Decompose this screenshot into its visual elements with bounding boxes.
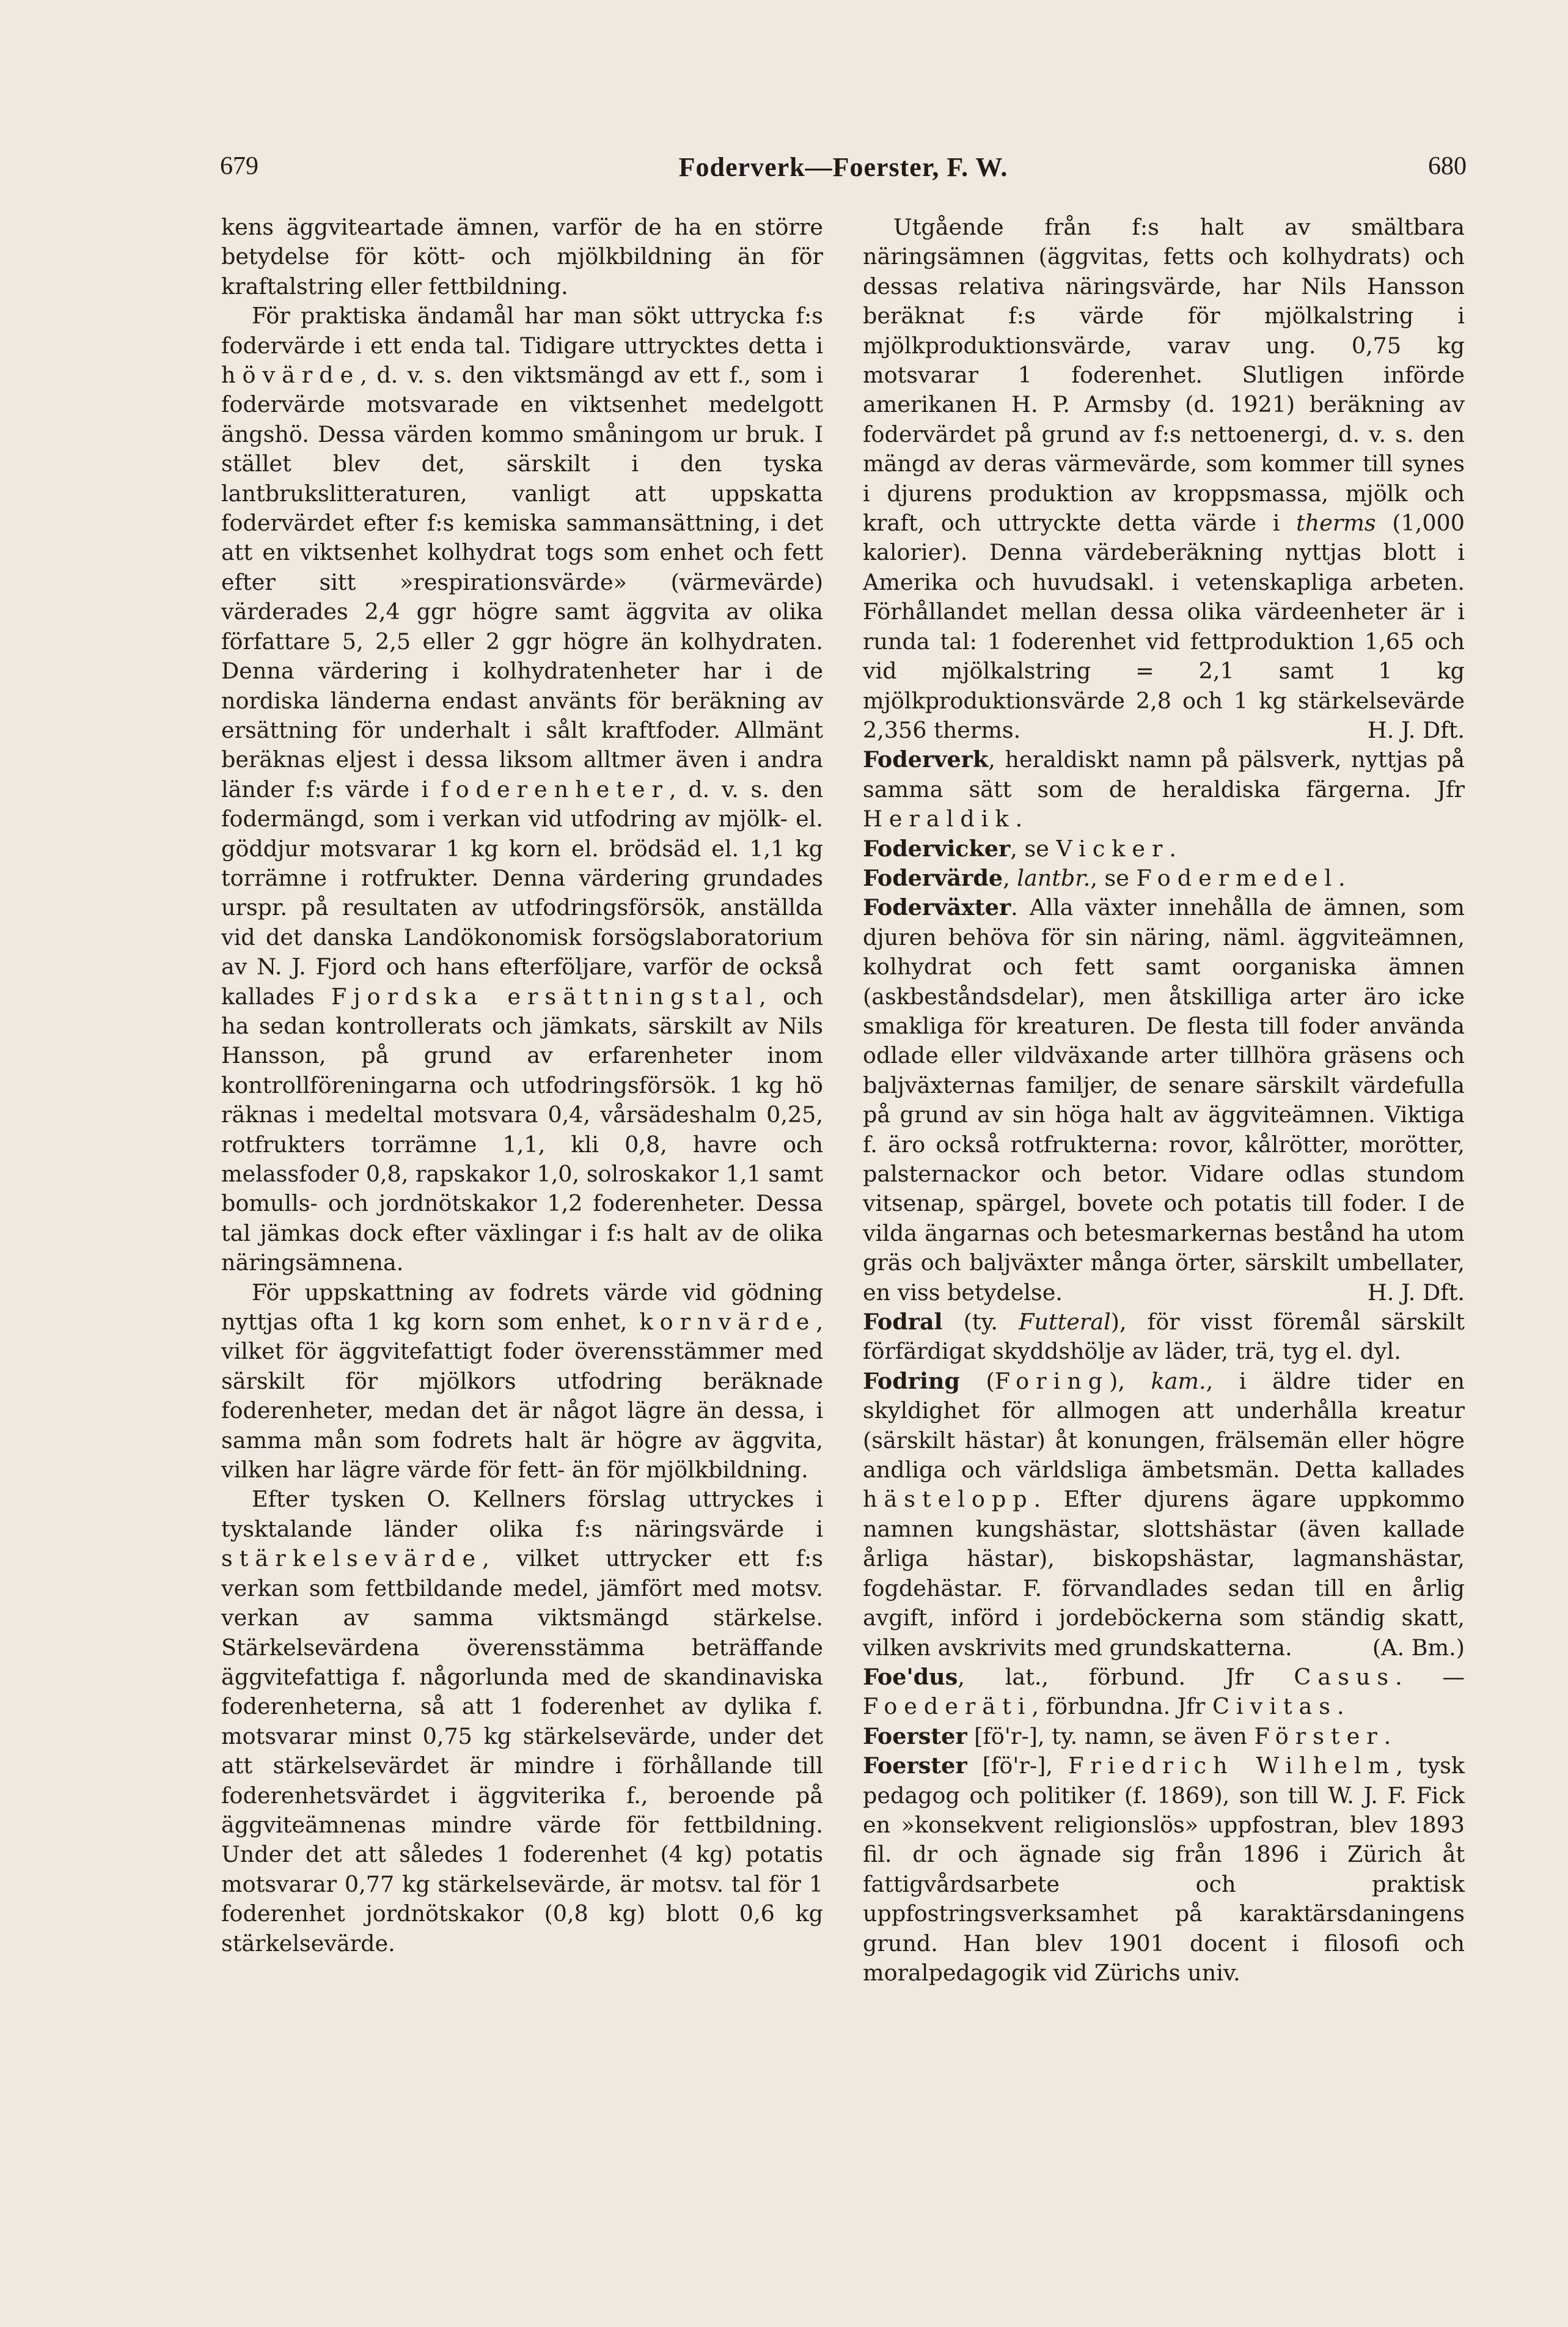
page-header bbox=[220, 152, 1467, 194]
entry-fodervaxter: Foderväxter. Alla växter innehålla de ämnen, som djuren behöva för sin näring, näml. äggviteämnen, kolhydrat och fett samt oorganiska ämnen (askbeståndsdelar), men åtskilliga arter äro icke smakliga för kreaturen. De flesta till foder använda odlade eller vildväxande arter tillhöra gräsens och baljväxternas familjer, de senare särskilt värdefulla på grund av sin höga halt av äggviteämnen. Viktiga f. äro också rotfrukterna: rovor, kålrötter, morötter, palsternackor och betor. Vidare odlas stundom vitsenap, spärgel, bovete och potatis till foder. I de vilda ängarnas och betesmarkernas bestånd ha utom gräs och baljväxter många örter, särskilt umbellater, en viss betydelse. H. J. Dft. bbox=[863, 893, 1465, 1307]
entry-fodring: Fodring (Foring), kam., i äldre tider en skyldighet för allmogen att underhålla kreatur (särskilt hästar) åt konungen, frälsemän eller högre andliga och världsliga ämbetsmän. Detta kallades hästelopp. Efter djurens ägare uppkommo namnen kungshästar, slottshästar (även kallade årliga hästar), biskopshästar, lagmanshästar, fogdehästar. F. förvandlades sedan till en årlig avgift, införd i jordeböckerna som ständig skatt, vilken avskrivits med grundskatterna. (A. Bm.) bbox=[863, 1367, 1465, 1663]
entry-foerster-name: Foerster [fö'r-], ty. namn, se även Förster. bbox=[863, 1722, 1391, 1749]
paragraph: För uppskattning av fodrets värde vid gödning nyttjas ofta 1 kg korn som enhet, kornvärde, vilket för äggvitefattigt foder överensstämmer med särskilt för mjölkors utfodring beräknade foderenheter, medan det är något lägre än dessa, i samma mån som fodrets halt är högre av äggvita, vilken har lägre värde för fett- än för mjölkbildning. bbox=[221, 1279, 823, 1483]
paragraph: kens äggviteartade ämnen, varför de ha en större betydelse för kött- och mjölkbildning än för kraftalstring eller fettbildning. bbox=[221, 214, 823, 300]
entry-fodral: Fodral (ty. Futteral), för visst föremål särskilt förfärdigat skyddshölje av läder, trä, tyg el. dyl. bbox=[863, 1309, 1465, 1365]
entry-fodervarde: Fodervärde, lantbr., se Fodermedel. bbox=[863, 864, 1346, 891]
right-column bbox=[863, 213, 1465, 1988]
paragraph: Efter tysken O. Kellners förslag uttryckes i tysktalande länder olika f:s näringsvärde i stärkelsevärde, vilket uttrycker ett f:s verkan som fettbildande medel, jämfört med motsv. verkan av samma viktsmängd stärkelse. Stärkelsevärdena överensstämma beträffande äggvitefattiga f. någorlunda med de skandinaviska foderenheterna, så att 1 foderenhet av dylika f. motsvarar minst 0,75 kg stärkelsevärde, under det att stärkelsevärdet är mindre i förhållande till foderenhetsvärdet i äggviterika f., beroende på äggviteämnenas mindre värde för fettbildning. Under det att således 1 foderenhet (4 kg) potatis motsvarar 0,77 kg stärkelsevärde, är motsv. tal för 1 foderenhet jordnötskakor (0,8 kg) blott 0,6 kg stärkelsevärde. bbox=[221, 1486, 823, 1957]
entry-foerster-fw: Foerster [fö'r-], Friedrich Wilhelm, tysk pedagog och politiker (f. 1869), son till W. J. F. Fick en »konsekvent religionslös» uppfostran, blev 1893 fil. dr och ägnade sig från 1896 i Zürich åt fattigvårdsarbete och praktisk uppfostringsverksamhet på karaktärsdaningens grund. Han blev 1901 docent i filosofi och moralpedagogik vid Zürichs univ. bbox=[863, 1752, 1465, 1986]
left-column bbox=[221, 213, 823, 1958]
signature: H. J. Dft. bbox=[1367, 1279, 1465, 1306]
entry-foderverk: Foderverk, heraldiskt namn på pälsverk, nyttjas på samma sätt som de heraldiska färgerna. Jfr Heraldik. bbox=[863, 746, 1465, 833]
page-number-left: 679 bbox=[220, 152, 258, 180]
running-head: Foderverk—Foerster, F. W. bbox=[678, 152, 1008, 182]
paragraph: Utgående från f:s halt av smältbara näringsämnen (äggvitas, fetts och kolhydrats) och dessas relativa näringsvärde, har Nils Hansson beräknat f:s värde för mjölkalstring i mjölkproduktionsvärde, varav ung. 0,75 kg motsvarar 1 foderenhet. Slutligen införde amerikanen H. P. Armsby (d. 1921) beräkning av fodervärdet på grund av f:s nettoenergi, d. v. s. den mängd av deras värmevärde, som kommer till synes i djurens produktion av kroppsmassa, mjölk och kraft, och uttryckte detta värde i therms (1,000 kalorier). Denna värdeberäkning nyttjas blott i Amerika och huvudsakl. i vetenskapliga arbeten. Förhållandet mellan dessa olika värdeenheter är i runda tal: 1 foderenhet vid fettproduktion 1,65 och vid mjölkalstring = 2,1 samt 1 kg mjölkproduktionsvärde 2,8 och 1 kg stärkelsevärde 2,356 therms. H. J. Dft. bbox=[863, 213, 1465, 745]
signature: (A. Bm.) bbox=[1372, 1634, 1465, 1661]
entry-foedus: Foe'dus, lat., förbund. Jfr Casus. — Foederäti, förbundna. Jfr Civitas. bbox=[863, 1663, 1465, 1720]
signature: H. J. Dft. bbox=[1367, 716, 1465, 743]
page-number-right: 680 bbox=[1428, 152, 1467, 180]
paragraph: För praktiska ändamål har man sökt uttrycka f:s fodervärde i ett enda tal. Tidigare uttrycktes detta i hövärde, d. v. s. den viktsmängd av ett f., som i fodervärde motsvarade en viktsenhet medelgott ängshö. Dessa värden kommo småningom ur bruk. I stället blev det, särskilt i den tyska lantbrukslitteraturen, vanligt att uppskatta fodervärdet efter f:s kemiska sammansättning, i det att en viktsenhet kolhydrat togs som enhet och fett efter sitt »respirationsvärde» (värmevärde) värderades 2,4 ggr högre samt äggvita av olika författare 5, 2,5 eller 2 ggr högre än kolhydraten. Denna värdering i kolhydratenheter har i de nordiska länderna endast använts för beräkning av ersättning för underhalt i sålt kraftfoder. Allmänt beräknas eljest i dessa liksom alltmer även i andra länder f:s värde i foderenheter, d. v. s. den fodermängd, som i verkan vid utfodring av mjölk- el. göddjur motsvarar 1 kg korn el. brödsäd el. 1,1 kg torrämne i rotfrukter. Denna värdering grundades urspr. på resultaten av utfodringsförsök, anställda vid det danska Landökonomisk forsögslaboratorium av N. J. Fjord och hans efterföljare, varför de också kallades Fjordska ersättningstal, och ha sedan kontrollerats och jämkats, särskilt av Nils Hansson, på grund av erfarenheter inom kontrollföreningarna och utfodringsförsök. 1 kg hö räknas i medeltal motsvara 0,4, vårsädeshalm 0,25, rotfrukters torrämne 1,1, kli 0,8, havre och melassfoder 0,8, rapskakor 1,0, solroskakor 1,1 samt bomulls- och jordnötskakor 1,2 foderenheter. Dessa tal jämkas dock efter växlingar i f:s halt av de olika näringsämnena. bbox=[221, 303, 823, 1276]
entry-fodervicker: Fodervicker, se Vicker. bbox=[863, 835, 1177, 862]
